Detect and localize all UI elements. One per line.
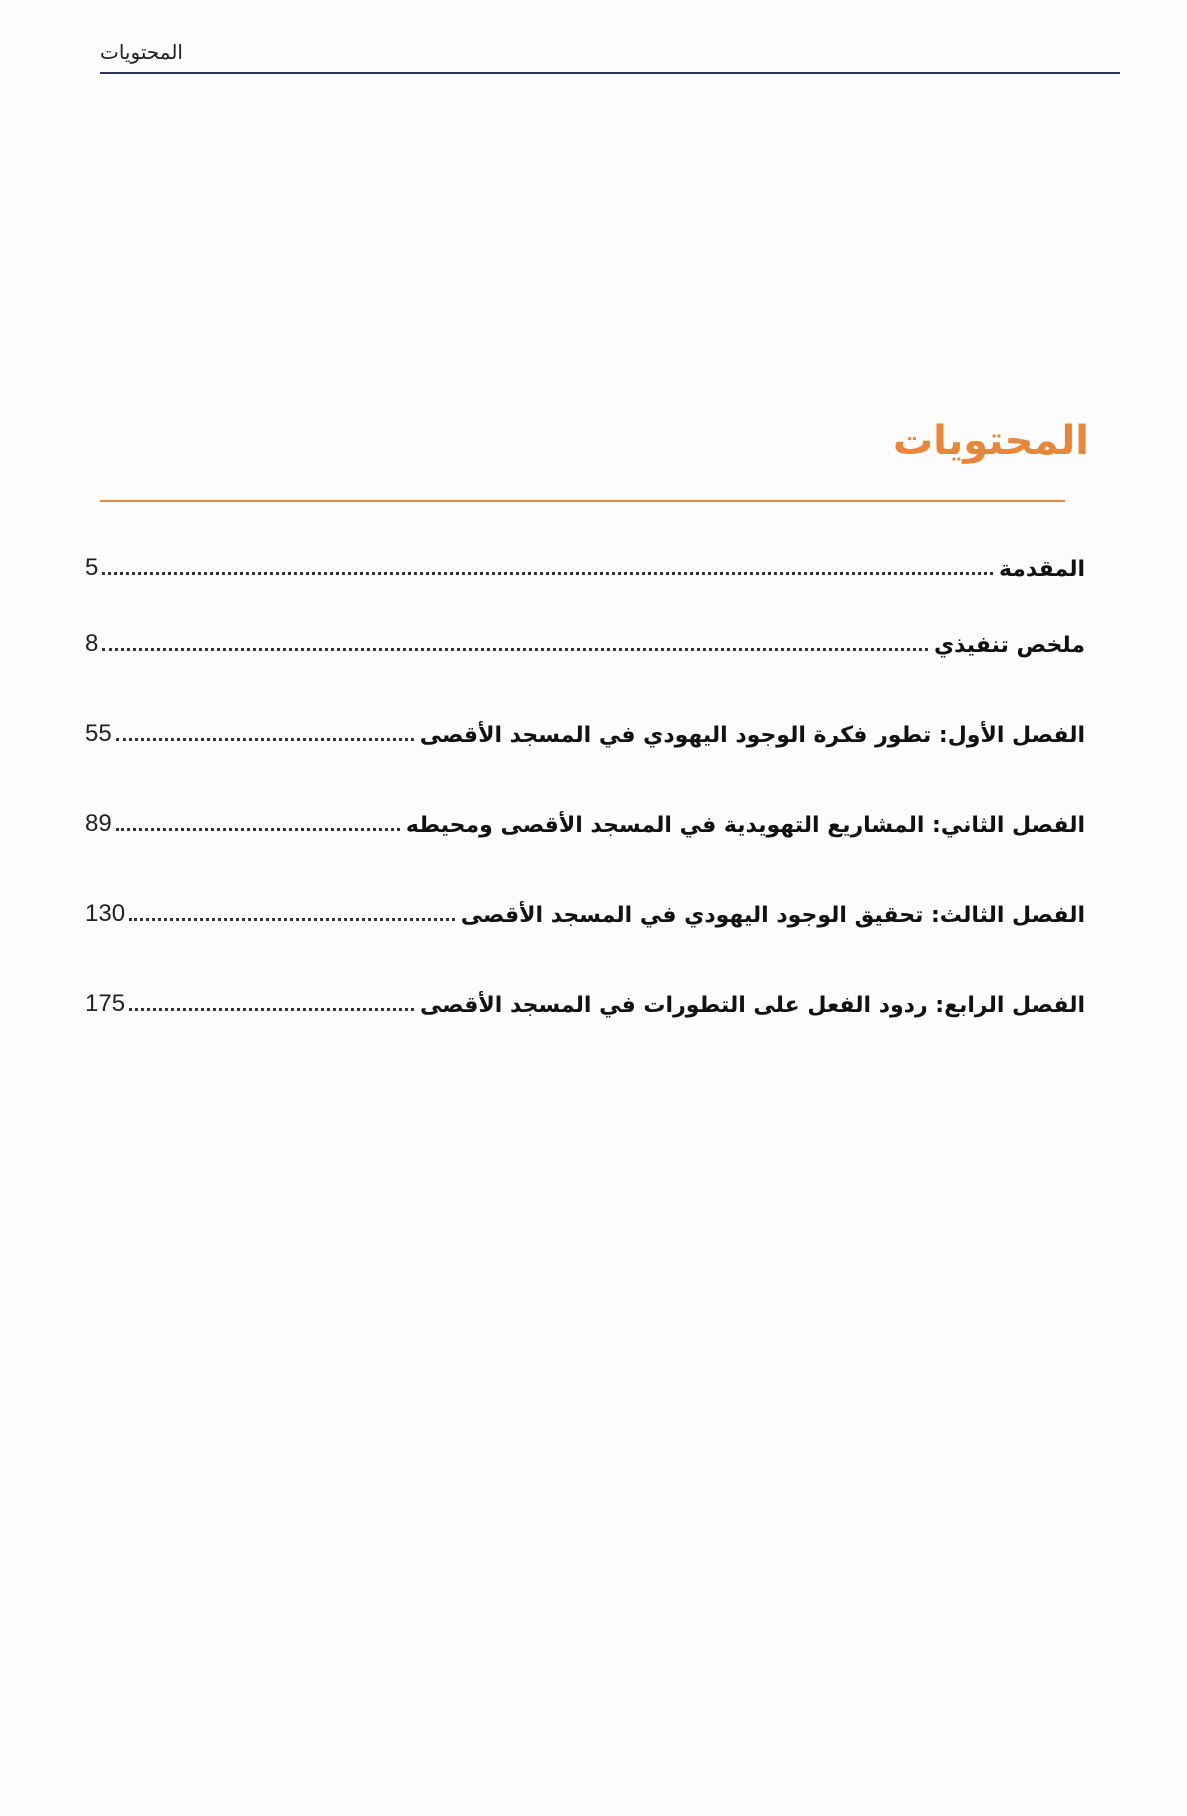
running-header: المحتويات: [100, 40, 183, 64]
dot-leader: [116, 827, 400, 831]
toc-entry-page: 5: [85, 554, 99, 581]
toc-entry-page: 175: [85, 990, 126, 1017]
dot-leader: [129, 917, 455, 921]
dot-leader: [102, 571, 993, 575]
toc-entry-title: ملخص تنفيذي: [933, 633, 1085, 658]
toc-entry-introduction[interactable]: [85, 542, 1085, 582]
toc-entry-page: 130: [85, 900, 126, 927]
header-rule: [100, 72, 1120, 74]
toc-entry-chapter-3[interactable]: [85, 888, 1085, 928]
toc-entry-chapter-2[interactable]: [85, 798, 1085, 838]
toc-entry-executive-summary[interactable]: [85, 618, 1085, 658]
toc-title: المحتويات: [892, 418, 1089, 464]
toc-entry-title: الفصل الثالث: تحقيق الوجود اليهودي في المسجد الأقصى: [460, 903, 1085, 928]
toc-entry-title: الفصل الأول: تطور فكرة الوجود اليهودي في المسجد الأقصى: [419, 723, 1085, 748]
toc-entry-page: 89: [85, 810, 112, 837]
toc-entry-page: 55: [85, 720, 112, 747]
toc-entry-chapter-4[interactable]: [85, 978, 1085, 1018]
dot-leader: [116, 737, 414, 741]
toc-entry-title: المقدمة: [998, 557, 1085, 582]
toc-entry-title: الفصل الثاني: المشاريع التهويدية في المسجد الأقصى ومحيطه: [405, 813, 1085, 838]
dot-leader: [102, 647, 928, 651]
toc-entry-title: الفصل الرابع: ردود الفعل على التطورات في المسجد الأقصى: [420, 993, 1085, 1018]
toc-entry-page: 8: [85, 630, 99, 657]
toc-entry-chapter-1[interactable]: [85, 708, 1085, 748]
dot-leader: [129, 1007, 414, 1011]
title-rule: [100, 500, 1065, 502]
